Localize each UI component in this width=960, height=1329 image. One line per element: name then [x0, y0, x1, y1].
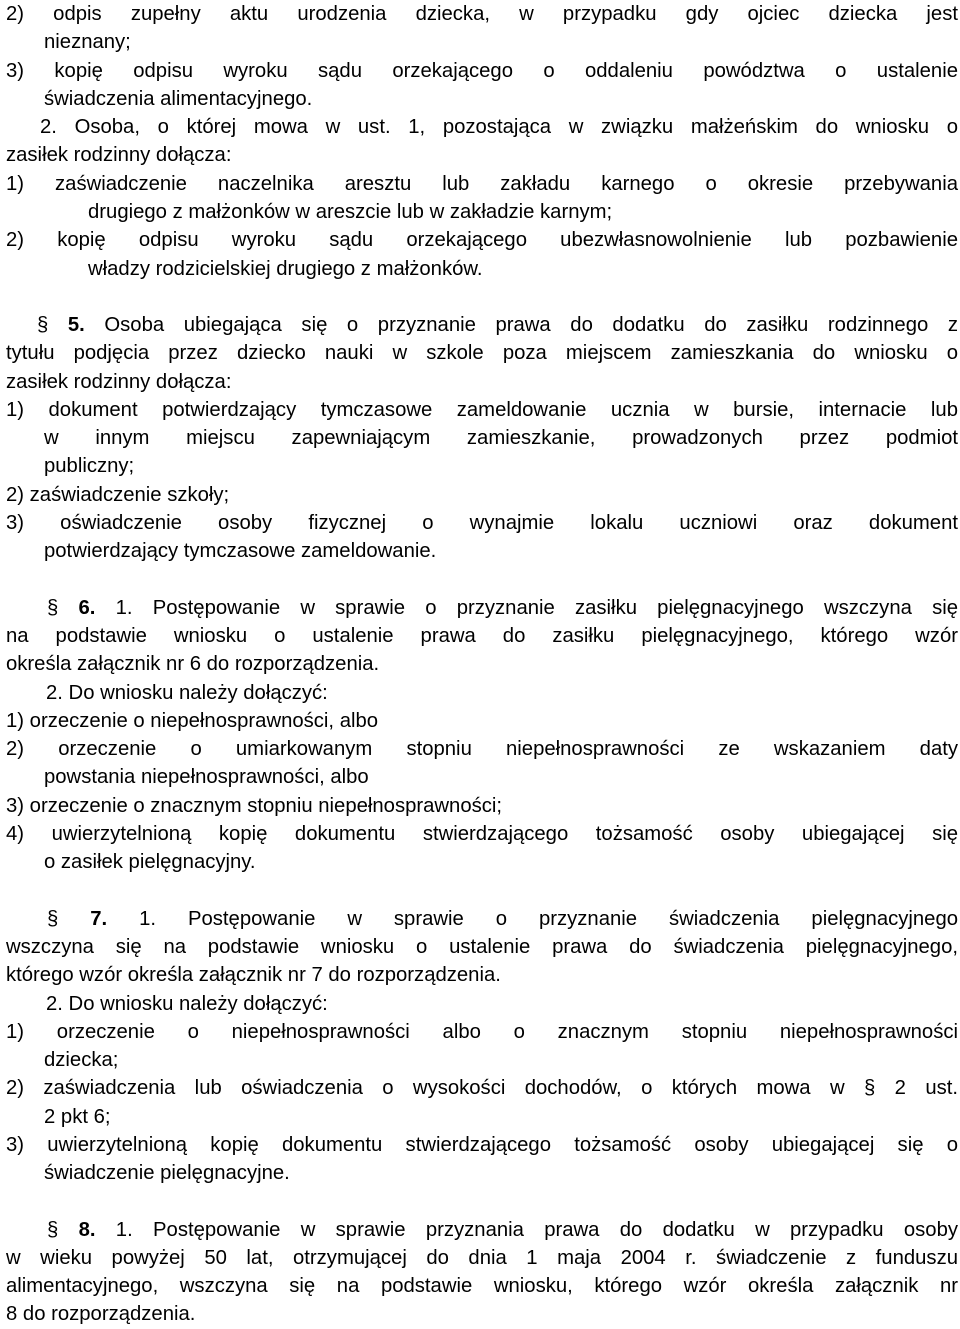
section-number: 6.: [78, 596, 96, 619]
text-line: zasiłek rodzinny dołącza:: [6, 144, 232, 167]
section-ref: 2 ust.: [894, 1077, 959, 1100]
text-line: 3) kopię odpisu wyroku sądu orzekającego o oddaleniu powództwa o ustalenie: [6, 59, 958, 82]
section-sign-icon: §: [47, 1218, 79, 1241]
text-line: władzy rodzicielskiej drugiego z małżonków.: [88, 257, 483, 280]
text-line: 2) zaświadczenia lub oświadczenia o wysokości dochodów, o których mowa w: [6, 1077, 845, 1100]
text-line: 1) orzeczenie o niepełnosprawności albo o znacznym stopniu niepełnosprawności: [6, 1020, 958, 1043]
text-line: świadczenie pielęgnacyjne.: [44, 1162, 290, 1185]
text-line: 2) odpis zupełny aktu urodzenia dziecka, w przypadku gdy ojciec dziecka jest: [6, 3, 958, 25]
text-line: 4) uwierzytelnioną kopię dokumentu stwierdzającego tożsamość osoby ubiegającej się: [6, 823, 958, 846]
text-line: określa załącznik nr 6 do rozporządzenia.: [6, 653, 380, 676]
section-sign-icon: §: [47, 907, 91, 930]
text-line: 1. Postępowanie w sprawie o przyznanie świadczenia pielęgnacyjnego: [139, 907, 959, 930]
section-sign-icon: §: [864, 1077, 876, 1100]
section-sign-icon: §: [47, 596, 79, 619]
text-line: w innym miejscu zapewniającym zamieszkanie, prowadzonych przez podmiot: [44, 427, 958, 450]
text-line: 1) zaświadczenie naczelnika aresztu lub zakładu karnego o okresie przebywania: [6, 172, 958, 195]
text-line: w wieku powyżej 50 lat, otrzymującej do dnia 1 maja 2004 r. świadczenie z funduszu: [6, 1246, 958, 1269]
section-6-first-line: [6, 594, 958, 622]
text-line: 2) kopię odpisu wyroku sądu orzekającego ubezwłasnowolnienie lub pozbawienie: [6, 229, 958, 252]
section-sign-icon: §: [37, 313, 68, 336]
text-line: dziecka;: [44, 1049, 119, 1072]
text-line: 3) orzeczenie o znacznym stopniu niepełnosprawności;: [6, 794, 503, 817]
text-line: 3) uwierzytelnioną kopię dokumentu stwierdzającego tożsamość osoby ubiegającej się o: [6, 1133, 958, 1156]
text-line: nieznany;: [44, 31, 131, 54]
text-line: powstania niepełnosprawności, albo: [44, 766, 369, 789]
text-line: 1) dokument potwierdzający tymczasowe zameldowanie ucznia w bursie, internacie lub: [6, 398, 958, 421]
text-line: 8 do rozporządzenia.: [6, 1303, 196, 1326]
text-line: wszczyna się na podstawie wniosku o ustalenie prawa do świadczenia pielęgnacyjnego,: [6, 935, 958, 958]
text-line: drugiego z małżonków w areszcie lub w zakładzie karnym;: [88, 201, 613, 224]
text-line: 2) orzeczenie o umiarkowanym stopniu niepełnosprawności ze wskazaniem daty: [6, 738, 958, 761]
text-line: 2 pkt 6;: [44, 1105, 111, 1128]
text-line: 1. Postępowanie w sprawie przyznania prawa do dodatku w przypadku osoby: [115, 1218, 958, 1241]
text-line: którego wzór określa załącznik nr 7 do rozporządzenia.: [6, 964, 501, 987]
text-line: zasiłek rodzinny dołącza:: [6, 370, 232, 393]
text-line: 2) zaświadczenie szkoły;: [6, 483, 230, 506]
section-number: 5.: [67, 313, 85, 336]
text-line: świadczenia alimentacyjnego.: [44, 87, 313, 110]
text-line-with-section-ref: [6, 1074, 958, 1102]
text-line: 2. Do wniosku należy dołączyć:: [46, 681, 328, 704]
text-line: 2. Osoba, o której mowa w ust. 1, pozostająca w związku małżeńskim do wniosku o: [40, 116, 958, 139]
section-8-first-line: [6, 1216, 958, 1244]
text-line: Osoba ubiegająca się o przyznanie prawa do dodatku do zasiłku rodzinnego z: [104, 313, 958, 336]
text-line: o zasiłek pielęgnacyjny.: [44, 851, 256, 874]
text-line: 1. Postępowanie w sprawie o przyznanie zasiłku pielęgnacyjnego wszczyna się: [115, 596, 958, 619]
text-line: publiczny;: [44, 455, 135, 478]
text-line: alimentacyjnego, wszczyna się na podstawie wniosku, którego wzór określa załącznik nr: [6, 1275, 958, 1298]
document-page: [6, 0, 958, 1329]
section-7-first-line: [6, 905, 958, 933]
text-line: tytułu podjęcia przez dziecko nauki w szkole poza miejscem zamieszkania do wniosku o: [6, 342, 958, 365]
section-number: 7.: [90, 907, 108, 930]
text-line: 3) oświadczenie osoby fizycznej o wynajmie lokalu uczniowi oraz dokument: [6, 512, 958, 535]
text-line: na podstawie wniosku o ustalenie prawa do zasiłku pielęgnacyjnego, którego wzór: [6, 624, 958, 647]
text-line: 1) orzeczenie o niepełnosprawności, albo: [6, 709, 379, 732]
section-number: 8.: [78, 1218, 96, 1241]
text-line: 2. Do wniosku należy dołączyć:: [46, 992, 328, 1015]
section-5-first-line: [6, 311, 958, 339]
text-line: potwierdzający tymczasowe zameldowanie.: [44, 540, 437, 563]
